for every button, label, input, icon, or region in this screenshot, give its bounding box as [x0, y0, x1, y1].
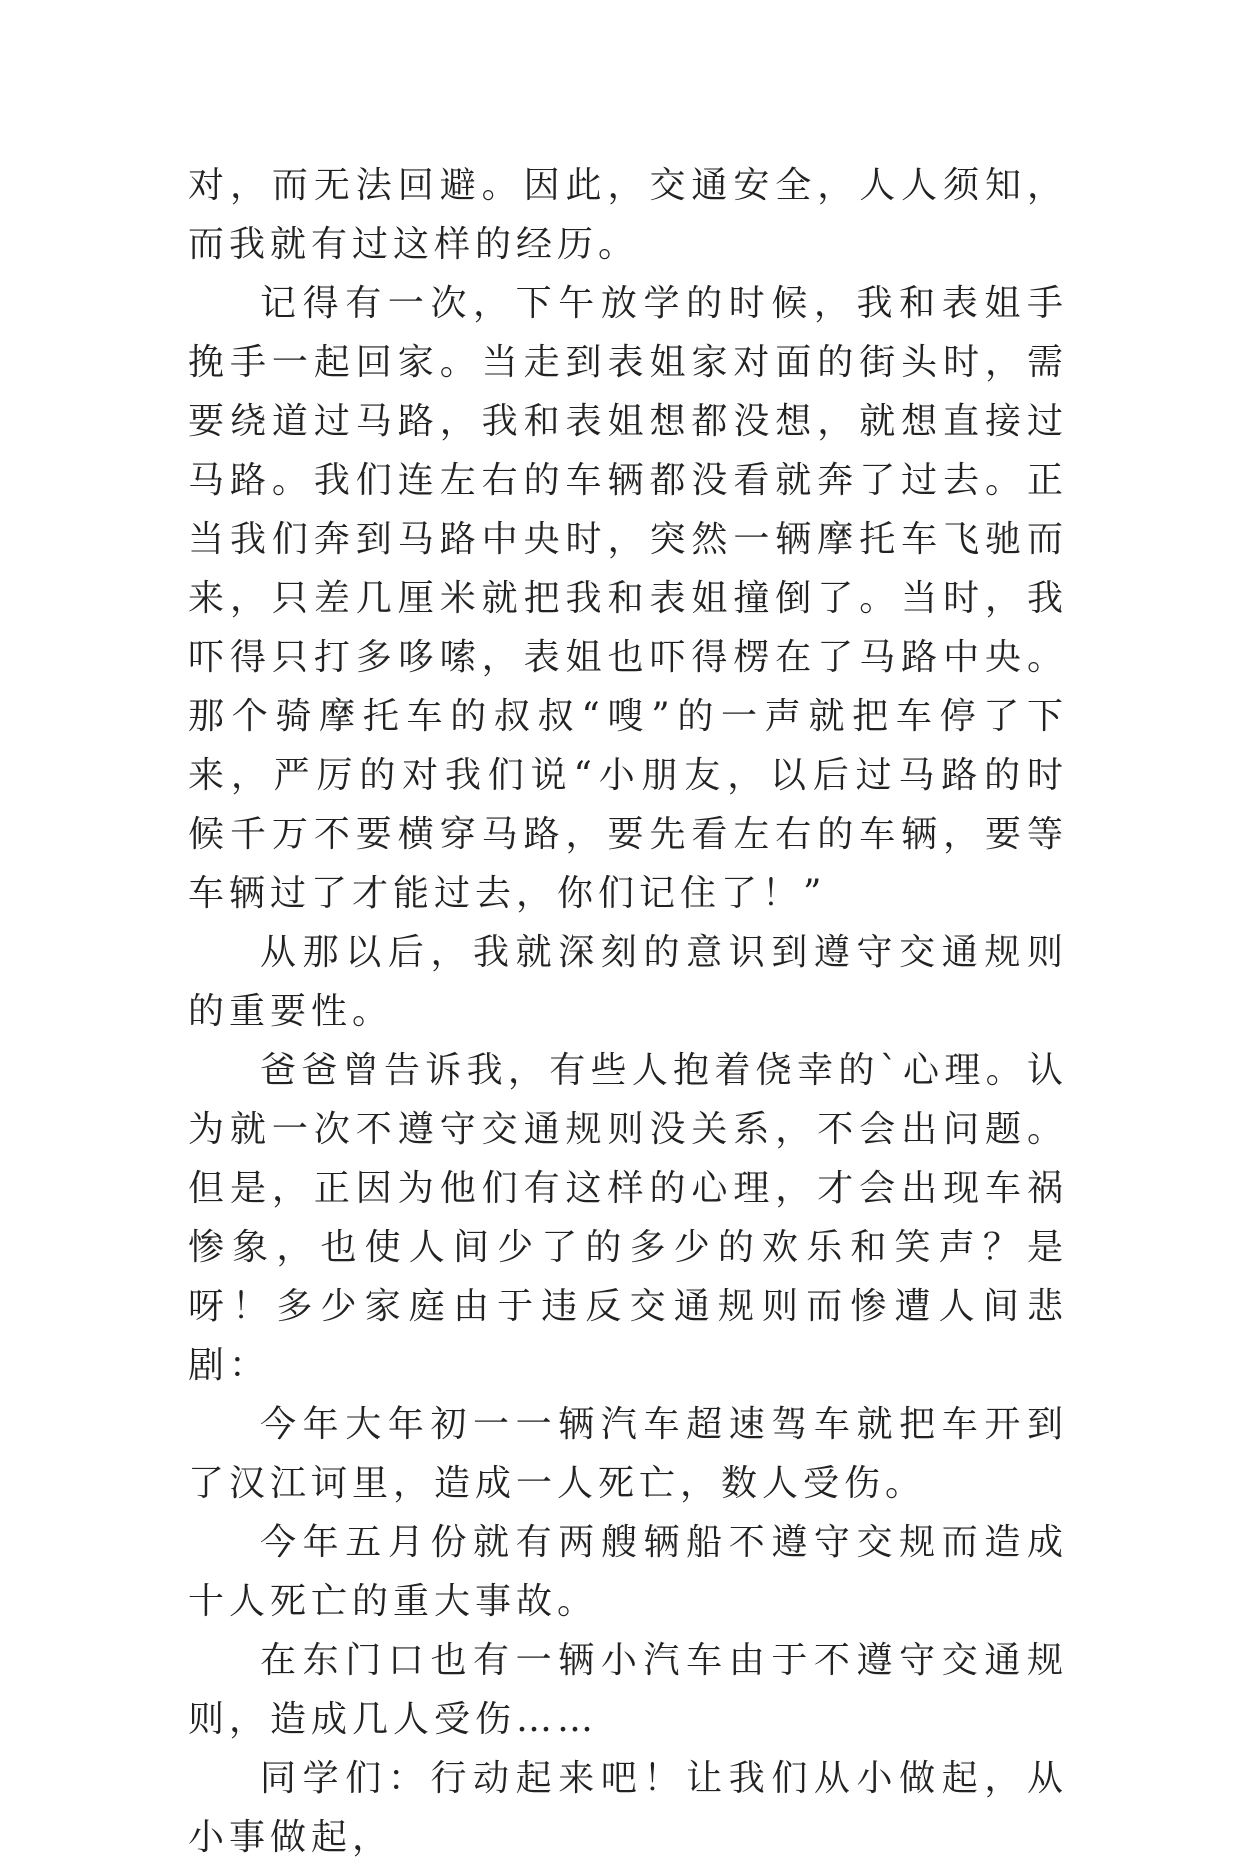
paragraph-8: 同学们：行动起来吧！让我们从小做起，从小事做起， — [188, 1758, 1068, 1858]
paragraph-5: 今年大年初一一辆汽车超速驾车就把车开到了汉江诃里，造成一人死亡，数人受伤。 — [188, 1404, 1068, 1504]
body-text — [188, 156, 1068, 1867]
paragraph-6: 今年五月份就有两艘辆船不遵守交规而造成十人死亡的重大事故。 — [188, 1522, 1068, 1622]
paragraph-2: 记得有一次，下午放学的时候，我和表姐手挽手一起回家。当走到表姐家对面的街头时，需要绕道过马路，我和表姐想都没想，就想直接过马路。我们连左右的车辆都没看就奔了过去。正当我们奔到马路中央时，突然一辆摩托车飞驰而来，只差几厘米就把我和表姐撞倒了。当时，我吓得只打多哆嗦，表姐也吓得楞在了马路中央。那个骑摩托车的叔叔“嗖”的一声就把车停了下来，严厉的对我们说“小朋友，以后过马路的时候千万不要横穿马路，要先看左右的车辆，要等车辆过了才能过去，你们记住了！” — [188, 283, 1068, 914]
paragraph-3: 从那以后，我就深刻的意识到遵守交通规则的重要性。 — [188, 932, 1068, 1032]
paragraph-4: 爸爸曾告诉我，有些人抱着侥幸的`心理。认为就一次不遵守交通规则没关系，不会出问题。但是，正因为他们有这样的心理，才会出现车祸惨象，也使人间少了的多少的欢乐和笑声？是呀！多少家庭由于违反交通规则而惨遭人间悲剧： — [188, 1050, 1068, 1386]
paragraph-7: 在东门口也有一辆小汽车由于不遵守交通规则，造成几人受伤…… — [188, 1640, 1068, 1740]
paragraph-1: 对，而无法回避。因此，交通安全，人人须知，而我就有过这样的经历。 — [188, 165, 1068, 265]
